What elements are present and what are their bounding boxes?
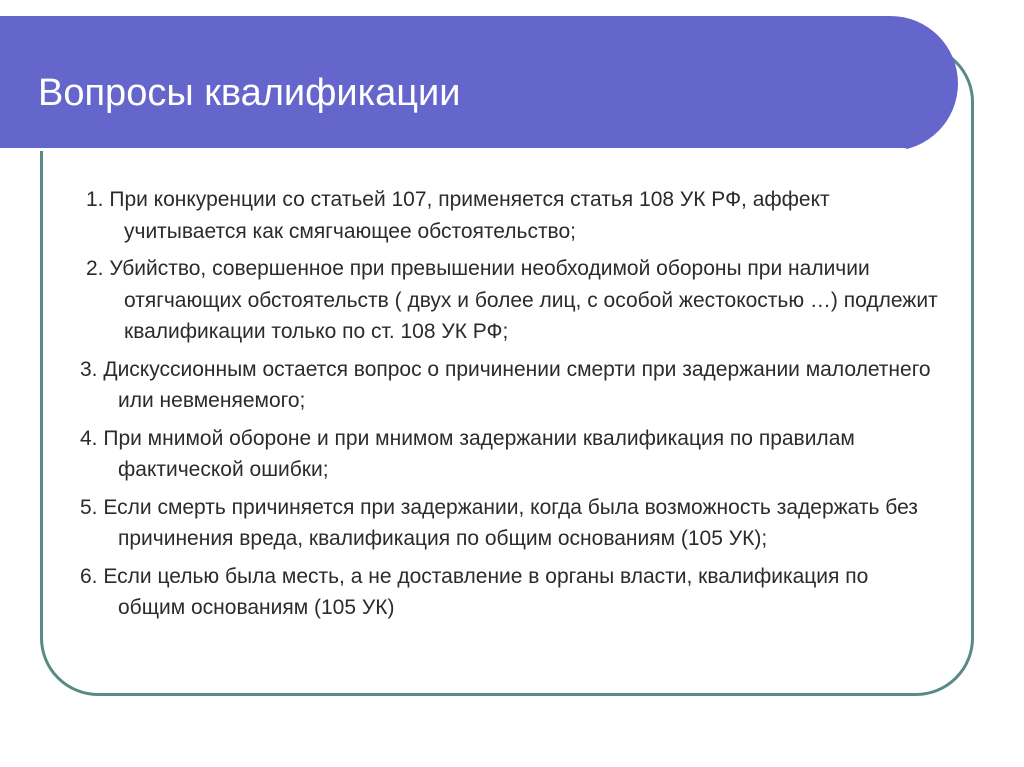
title-band bbox=[0, 16, 958, 151]
content-list bbox=[80, 184, 940, 630]
list-item: 2. Убийство, совершенное при превышении необходимой обороны при наличии отягчающих обстоятельств ( двух и более лиц, с особой жестокостью …) подлежит квалификации только по ст. 108 УК РФ; bbox=[86, 257, 938, 343]
list-item: 3. Дискуссионным остается вопрос о причинении смерти при задержании малолетнего или невменяемого; bbox=[80, 357, 931, 412]
list-item: 4. При мнимой обороне и при мнимом задержании квалификация по правилам фактической ошибки; bbox=[80, 426, 855, 481]
list-item: 1. При конкуренции со статьей 107, применяется статья 108 УК РФ, аффект учитывается как смягчающее обстоятельство; bbox=[86, 188, 830, 243]
slide-title: Вопросы квалификации bbox=[38, 72, 461, 114]
title-underline bbox=[0, 148, 906, 151]
list-item: 6. Если целью была месть, а не доставление в органы власти, квалификация по общим основаниям (105 УК) bbox=[80, 564, 869, 619]
list-item: 5. Если смерть причиняется при задержании, когда была возможность задержать без причинения вреда, квалификация по общим основаниям (105 УК); bbox=[80, 495, 918, 550]
